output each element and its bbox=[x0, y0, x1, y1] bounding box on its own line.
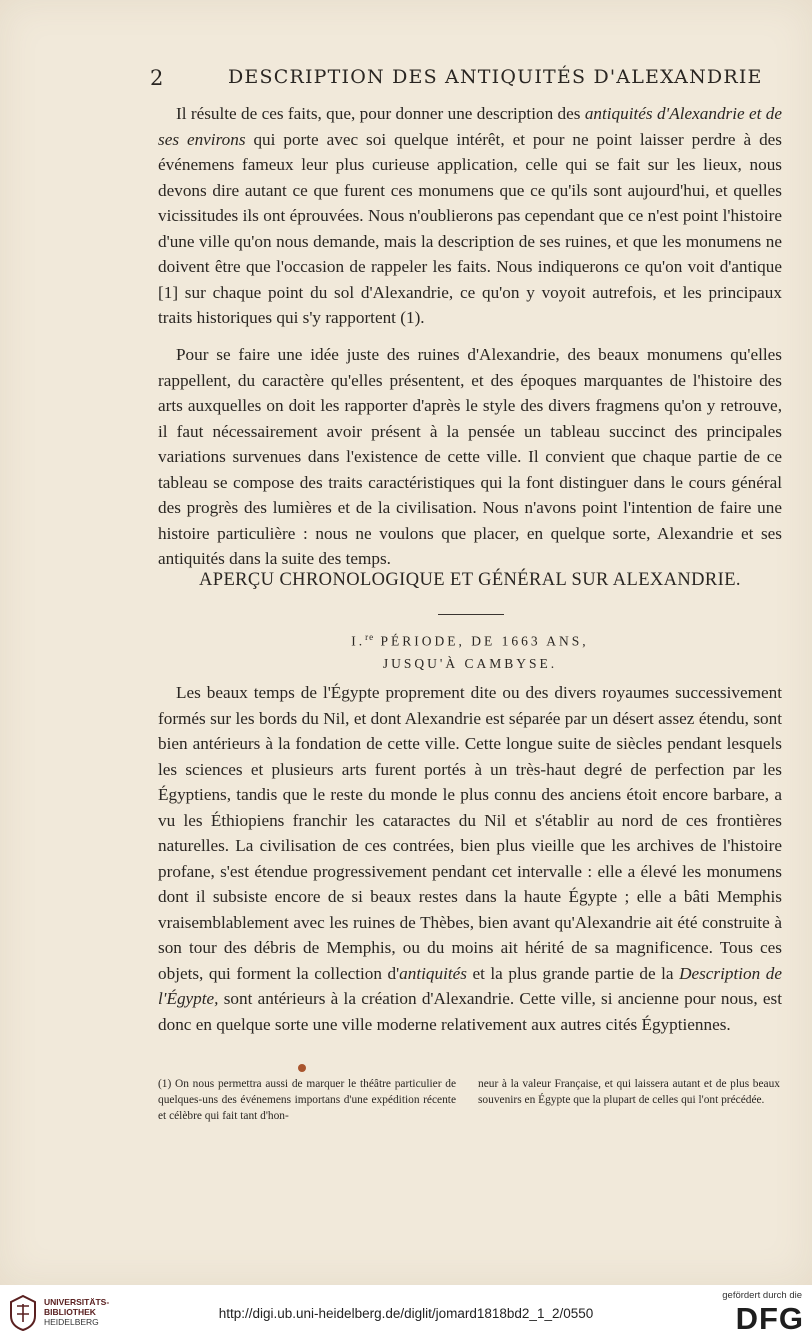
footnotes bbox=[158, 1076, 782, 1136]
ornament-dot bbox=[298, 1064, 306, 1072]
paragraph-2: Pour se faire une idée juste des ruines d'Alexandrie, des beaux monumens qu'elles rappellent, du caractère qu'elles présentent, et des époques marquantes de l'histoire des arts auxquelles on doit les rapporter d'après le style des divers fragmens qu'on y retrouve, il faut nécessairement avoir présent à la pensée un tableau succinct des principales variations survenues dans l'existence de cette ville. Il convient que chaque partie de ce tableau se compose des traits caractéristiques qui la font distinguer dans le cours général des progrès des lumières et de la civilisation. Nous n'avons point l'intention de faire une histoire particulière : nous ne voulons que placer, en quelque sorte, Alexandrie et ses antiquités dans la suite des temps. bbox=[158, 345, 782, 568]
paragraph-1: Il résulte de ces faits, que, pour donner une description des antiquités d'Alexandrie et de ses environs qui porte avec soi quelque intérêt, et pour ne point laisser perdre à des événemens fameux leur plus curieuse application, celle qui se fait sur les lieux, nous devons dire autant ce que furent ces monumens que ce qu'ils sont aujourd'hui, et quelles vicissitudes ils ont éprouvées. Nous n'oublierons pas cependant que ce n'est point l'histoire d'une ville qu'on nous demande, mais la description de ses ruines, et que les monumens ne doivent être que l'occasion de rappeler les faits. Nous indiquerons ce qu'on voit d'antique [1] sur chaque point du sol d'Alexandrie, ce qu'on y voyoit autrefois, et les principaux traits historiques qui s'y rapportent (1). bbox=[158, 104, 782, 327]
section-title: APERÇU CHRONOLOGIQUE ET GÉNÉRAL SUR ALEXANDRIE. bbox=[199, 570, 741, 590]
paragraph-3: Les beaux temps de l'Égypte proprement dite ou des divers royaumes successivement formés sur les bords du Nil, et dont Alexandrie est séparée par un désert assez étendu, sont bien antérieurs à la fondation de cette ville. Cette longue suite de siècles pendant lesquels les sciences et plusieurs arts furent portés à un très-haut degré de perfection par les Égyptiens, tandis que le reste du monde le plus connu des anciens étoit encore barbare, a vu les Éthiopiens franchir les cataractes du Nil et s'établir au nord de ces frontières naturelles. La civilisation de ces contrées, bien plus vieille que les archives de l'histoire profane, s'est étendue progressivement pendant cet intervalle : elle a élevé les monumens dont il subsiste encore de si beaux restes dans la haute Égypte ; elle a bâti Memphis vraisemblablement avec les ruines de Thèbes, bien avant qu'Alexandrie ait été construite à son tour des débris de Memphis, ou du moins ait hérité de sa magnificence. Tous ces objets, qui forment la collection d'antiquités et la plus grande partie de la Description de l'Égypte, sont antérieurs à la création d'Alexandrie. Cette ville, si ancienne pour nous, est donc en quelque sorte une ville moderne relativement aux autres cités Égyptiennes. bbox=[158, 683, 782, 1034]
footnote-left-column: (1) On nous permettra aussi de marquer le théâtre particulier de quelques-uns des événemens importans d'une expédition récente et célèbre qui fait tant d'hon- bbox=[158, 1078, 456, 1122]
viewer-footer bbox=[0, 1285, 812, 1340]
dfg-logo[interactable]: DFG bbox=[735, 1301, 804, 1336]
period-subheading: JUSQU'À CAMBYSE. bbox=[382, 656, 558, 671]
permalink-url[interactable]: http://digi.ub.uni-heidelberg.de/diglit/jomard1818bd2_1_2/0550 bbox=[218, 1306, 594, 1321]
footnote-right-column: neur à la valeur Française, et qui laissera autant et de plus beaux souvenirs en Égypte que la plupart de celles qui l'ont précédée. bbox=[478, 1078, 780, 1106]
funding-label: gefördert durch die bbox=[722, 1290, 802, 1301]
running-title: DESCRIPTION DES ANTIQUITÉS D'ALEXANDRIE bbox=[228, 66, 763, 88]
library-logo-text[interactable]: UNIVERSITÄTS- BIBLIOTHEK HEIDELBERG bbox=[44, 1297, 110, 1327]
page-number: 2 bbox=[150, 66, 165, 90]
period-heading: I.$^{re}$ PÉRIODE, DE 1663 ANS, bbox=[351, 632, 589, 649]
running-header bbox=[150, 66, 790, 96]
section-divider bbox=[438, 614, 504, 615]
